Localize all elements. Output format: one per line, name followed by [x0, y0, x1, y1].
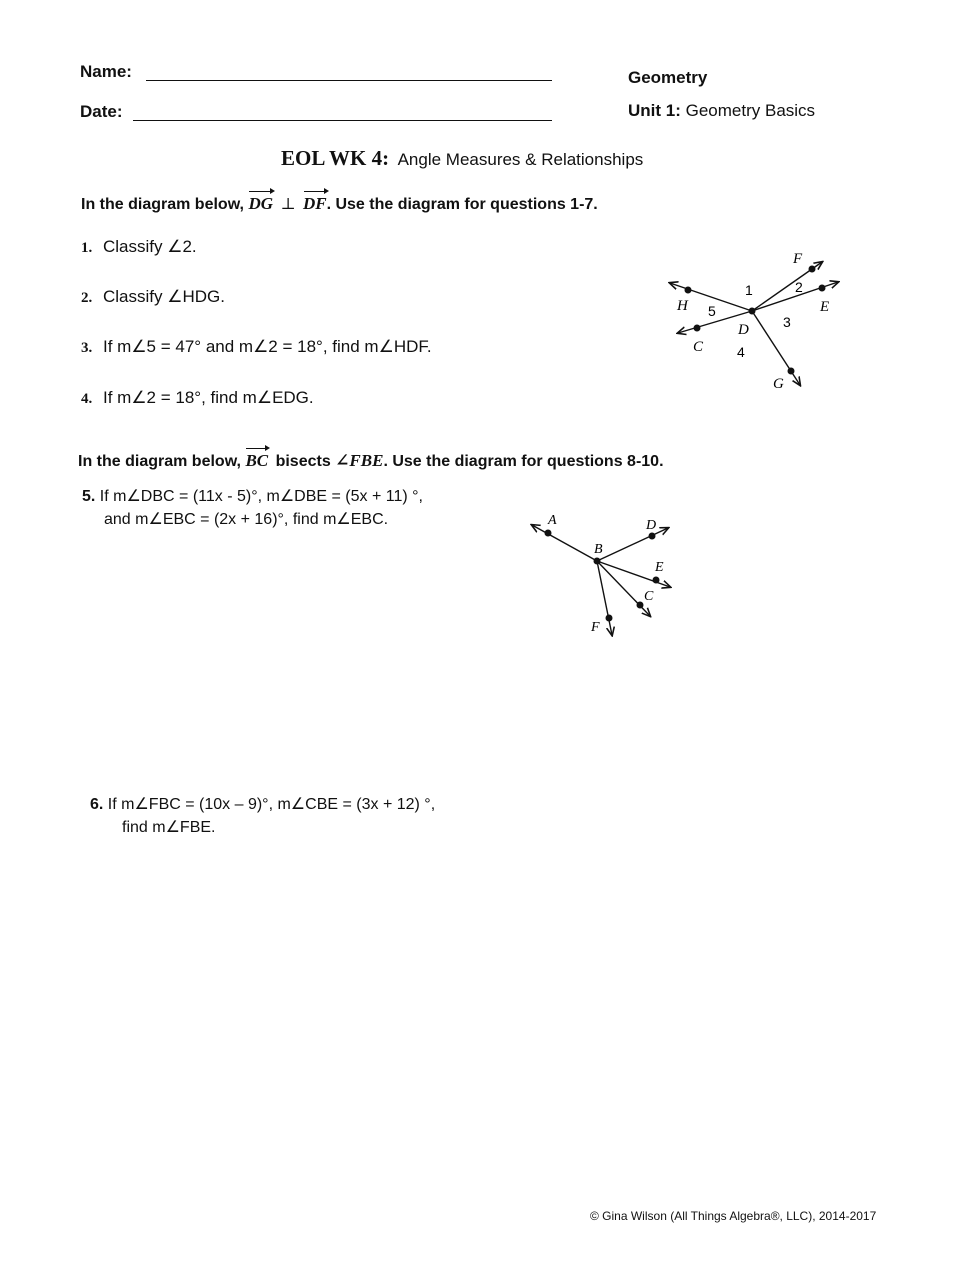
question-5-line-2: and m∠EBC = (2x + 16)°, find m∠EBC.: [104, 511, 389, 528]
question-5-line-1: If m∠DBC = (11x - 5)°, m∠DBE = (5x + 11) °,: [99, 488, 423, 505]
title-sub: Angle Measures & Relationships: [397, 150, 644, 169]
angle-3: 3: [783, 314, 791, 330]
point-c: [694, 325, 701, 332]
label-b: B: [594, 542, 603, 557]
section2-intro-prefix: In the diagram below,: [78, 453, 241, 470]
label-e: E: [820, 299, 830, 315]
unit-label: Unit 1:: [628, 101, 681, 120]
label-c: C: [693, 339, 704, 355]
label-a: A: [548, 513, 557, 528]
name-label: Name:: [80, 62, 132, 81]
copyright: © Gina Wilson (All Things Algebra®, LLC), 2014-2017: [590, 1209, 877, 1223]
page-title: [281, 146, 643, 171]
point-a: [545, 530, 552, 537]
section1-intro-suffix: . Use the diagram for questions 1-7.: [326, 196, 598, 213]
label-f: F: [591, 620, 600, 635]
angle-fbe: ∠FBE: [335, 451, 384, 470]
question-1: [81, 237, 197, 257]
unit-name: Geometry Basics: [685, 101, 816, 120]
diagram-angles-b: [520, 505, 690, 650]
question-5: [82, 486, 423, 506]
question-number: 3.: [81, 340, 93, 356]
label-d: D: [646, 518, 657, 533]
section2-intro: [78, 451, 664, 471]
section2-intro-suffix: . Use the diagram for questions 8-10.: [383, 453, 664, 470]
perp-symbol: ⊥: [280, 196, 296, 213]
angle-4: 4: [737, 344, 745, 360]
question-4: [81, 388, 314, 408]
point-e: [819, 285, 826, 292]
point-c: [637, 602, 644, 609]
point-e: [653, 577, 660, 584]
question-text: If m∠2 = 18°, find m∠EDG.: [102, 388, 314, 407]
question-number: 4.: [81, 391, 93, 407]
label-d: D: [738, 322, 749, 338]
ray-d: [597, 528, 668, 561]
point-h: [685, 287, 692, 294]
angle-1: 1: [745, 282, 753, 298]
question-number: 5.: [82, 488, 96, 505]
ray-bc: BC: [245, 451, 269, 470]
question-text: Classify ∠HDG.: [102, 287, 225, 306]
ray-dg: DG: [248, 194, 273, 213]
question-6: [90, 794, 435, 814]
section1-intro: [81, 194, 598, 214]
point-b: [594, 558, 601, 565]
ray-a: [532, 525, 597, 561]
label-h: H: [677, 298, 688, 314]
date-field[interactable]: [133, 120, 552, 121]
question-text: If m∠5 = 47° and m∠2 = 18°, find m∠HDF.: [102, 337, 432, 356]
question-text: Classify ∠2.: [102, 237, 197, 256]
question-3: [81, 337, 432, 357]
date-label: Date:: [80, 102, 123, 121]
angle-5: 5: [708, 303, 716, 319]
point-f: [809, 266, 816, 273]
question-2: [81, 287, 225, 307]
unit-line: [628, 101, 815, 121]
point-d: [749, 308, 756, 315]
question-number: 6.: [90, 796, 104, 813]
ray-df: DF: [302, 194, 327, 213]
angle-2: 2: [795, 279, 803, 295]
section1-intro-prefix: In the diagram below,: [81, 196, 244, 213]
point-f: [606, 615, 613, 622]
label-g: G: [773, 376, 784, 392]
name-field[interactable]: [146, 80, 552, 81]
bisects-word: bisects: [275, 453, 331, 470]
title-main: EOL WK 4:: [281, 146, 390, 170]
question-number: 1.: [81, 240, 93, 256]
question-6-line-1: If m∠FBC = (10x – 9)°, m∠CBE = (3x + 12) °,: [107, 796, 436, 813]
point-g: [788, 368, 795, 375]
label-f: F: [793, 251, 803, 267]
course-title: Geometry: [628, 68, 708, 87]
question-6-line-2: find m∠FBE.: [122, 819, 216, 836]
label-e: E: [655, 560, 664, 575]
label-c: C: [644, 589, 654, 604]
diagram-angles-d: [640, 235, 880, 405]
point-d: [649, 533, 656, 540]
question-number: 2.: [81, 290, 93, 306]
